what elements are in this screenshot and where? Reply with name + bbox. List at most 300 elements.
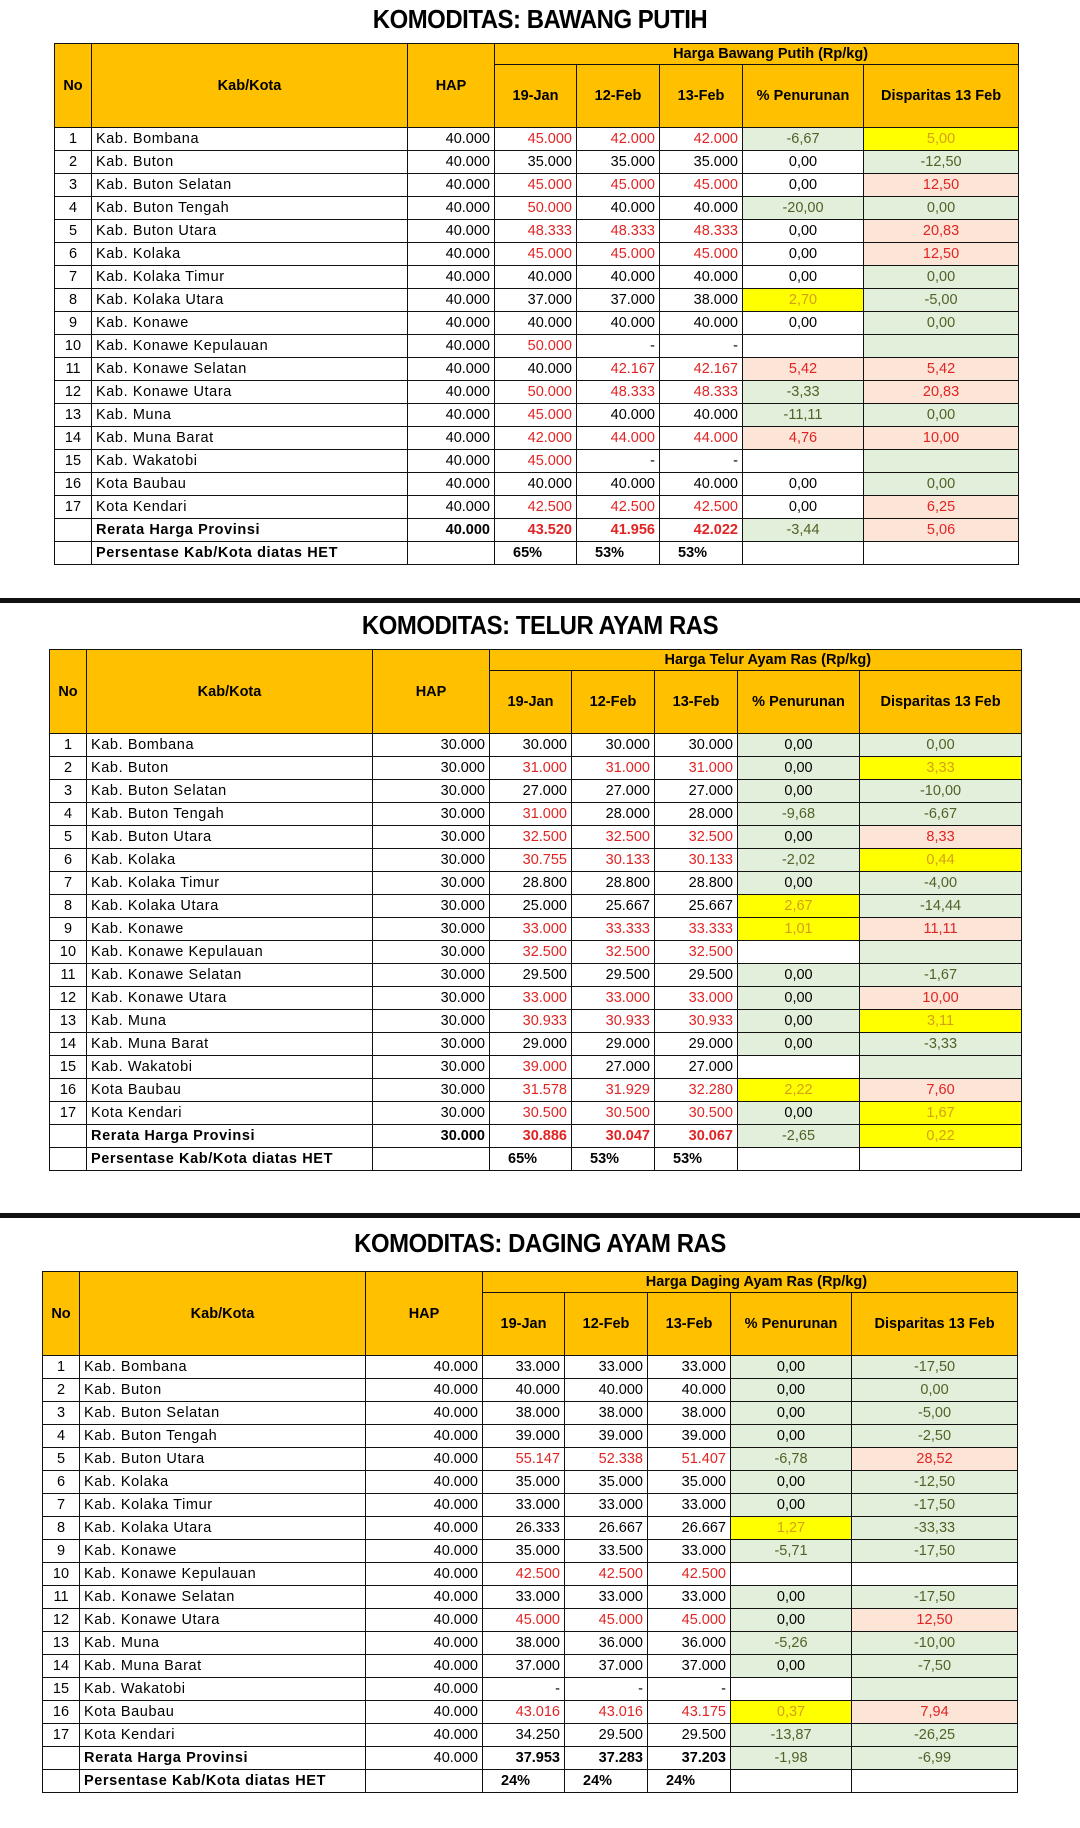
average-hap: 40.000: [366, 1747, 483, 1770]
price-13-feb: 30.000: [655, 734, 738, 757]
price-19-jan: 25.000: [490, 895, 572, 918]
table-row: [43, 1356, 1018, 1379]
price-12-feb: 26.667: [565, 1517, 648, 1540]
table-row: [43, 1563, 1018, 1586]
price-13-feb: 33.000: [648, 1540, 731, 1563]
penurunan-value: 1,27: [731, 1517, 852, 1540]
row-number: 4: [55, 197, 92, 220]
price-19-jan: 45.000: [495, 243, 577, 266]
price-12-feb: 30.933: [572, 1010, 655, 1033]
region-name: Kota Kendari: [80, 1724, 366, 1747]
price-19-jan: 55.147: [483, 1448, 565, 1471]
disparitas-value: -33,33: [852, 1517, 1018, 1540]
price-12-feb: 42.000: [577, 128, 660, 151]
header-hap: HAP: [408, 44, 495, 128]
hap-value: 40.000: [366, 1448, 483, 1471]
disparitas-value: 11,11: [860, 918, 1022, 941]
hap-value: 40.000: [408, 427, 495, 450]
header-kab-kota: Kab/Kota: [80, 1272, 366, 1356]
hap-value: 40.000: [366, 1678, 483, 1701]
disparitas-value: 8,33: [860, 826, 1022, 849]
row-number: 5: [55, 220, 92, 243]
hap-value: 30.000: [373, 964, 490, 987]
table-row: [55, 450, 1019, 473]
region-name: Kab. Buton Utara: [87, 826, 373, 849]
table-row: [50, 872, 1022, 895]
penurunan-value: -2,02: [738, 849, 860, 872]
average-row: [55, 519, 1019, 542]
row-number: 7: [43, 1494, 80, 1517]
price-13-feb: -: [660, 450, 743, 473]
table-row: [55, 197, 1019, 220]
table-row: [50, 895, 1022, 918]
price-12-feb: 29.500: [572, 964, 655, 987]
disparitas-value: [864, 335, 1019, 358]
disparitas-value: 5,00: [864, 128, 1019, 151]
price-12-feb: 29.000: [572, 1033, 655, 1056]
hap-value: 40.000: [408, 197, 495, 220]
table-row: [50, 918, 1022, 941]
penurunan-value: [738, 1056, 860, 1079]
disparitas-value: -10,00: [852, 1632, 1018, 1655]
section-divider: [0, 1213, 1080, 1218]
price-13-feb: 29.000: [655, 1033, 738, 1056]
region-name: Kab. Kolaka Timur: [92, 266, 408, 289]
average-13-feb: 30.067: [655, 1125, 738, 1148]
hap-value: 30.000: [373, 941, 490, 964]
price-19-jan: 35.000: [495, 151, 577, 174]
price-13-feb: 30.133: [655, 849, 738, 872]
price-13-feb: 40.000: [660, 266, 743, 289]
hap-value: 40.000: [366, 1724, 483, 1747]
price-13-feb: 45.000: [648, 1609, 731, 1632]
table-row: [50, 964, 1022, 987]
table-row: [50, 803, 1022, 826]
row-number: 10: [55, 335, 92, 358]
price-13-feb: 31.000: [655, 757, 738, 780]
row-number: 4: [50, 803, 87, 826]
price-12-feb: 33.000: [565, 1494, 648, 1517]
price-12-feb: 33.000: [565, 1356, 648, 1379]
row-number: 17: [50, 1102, 87, 1125]
price-12-feb: 35.000: [577, 151, 660, 174]
region-name: Kab. Wakatobi: [92, 450, 408, 473]
hap-value: 30.000: [373, 803, 490, 826]
header-disparitas: Disparitas 13 Feb: [852, 1293, 1018, 1356]
price-19-jan: 32.500: [490, 826, 572, 849]
region-name: Kab. Wakatobi: [80, 1678, 366, 1701]
row-number: 1: [50, 734, 87, 757]
disparitas-value: 0,00: [864, 266, 1019, 289]
row-number: 6: [43, 1471, 80, 1494]
price-19-jan: 29.000: [490, 1033, 572, 1056]
penurunan-value: -6,67: [743, 128, 864, 151]
table-row: [55, 174, 1019, 197]
table-row: [50, 1079, 1022, 1102]
hap-value: 40.000: [366, 1701, 483, 1724]
hap-value: 30.000: [373, 757, 490, 780]
percentage-label: Persentase Kab/Kota diatas HET: [92, 542, 408, 565]
row-number: 15: [50, 1056, 87, 1079]
price-12-feb: 40.000: [577, 197, 660, 220]
penurunan-value: 0,00: [738, 780, 860, 803]
region-name: Kab. Kolaka Timur: [80, 1494, 366, 1517]
hap-value: 40.000: [408, 404, 495, 427]
region-name: Kab. Muna: [92, 404, 408, 427]
price-19-jan: 35.000: [483, 1471, 565, 1494]
header-price-group: Harga Bawang Putih (Rp/kg): [495, 44, 1019, 65]
penurunan-value: 0,00: [731, 1655, 852, 1678]
row-number: 13: [55, 404, 92, 427]
price-12-feb: 38.000: [565, 1402, 648, 1425]
price-19-jan: 33.000: [483, 1586, 565, 1609]
table-row: [43, 1678, 1018, 1701]
price-12-feb: -: [565, 1678, 648, 1701]
disparitas-value: -3,33: [860, 1033, 1022, 1056]
price-19-jan: 27.000: [490, 780, 572, 803]
hap-value: 40.000: [366, 1517, 483, 1540]
price-12-feb: 42.167: [577, 358, 660, 381]
penurunan-value: -13,87: [731, 1724, 852, 1747]
penurunan-value: -5,71: [731, 1540, 852, 1563]
price-13-feb: 27.000: [655, 780, 738, 803]
penurunan-value: -3,33: [743, 381, 864, 404]
price-19-jan: 37.000: [495, 289, 577, 312]
header-no: No: [55, 44, 92, 128]
region-name: Kab. Konawe Selatan: [80, 1586, 366, 1609]
row-number: 8: [43, 1517, 80, 1540]
price-12-feb: 29.500: [565, 1724, 648, 1747]
header-row: [50, 650, 1022, 671]
penurunan-value: -5,26: [731, 1632, 852, 1655]
region-name: Kota Baubau: [80, 1701, 366, 1724]
price-19-jan: 33.000: [490, 918, 572, 941]
average-disparitas: 0,22: [860, 1125, 1022, 1148]
price-13-feb: 29.500: [655, 964, 738, 987]
region-name: Kab. Konawe Kepulauan: [80, 1563, 366, 1586]
hap-value: 40.000: [408, 381, 495, 404]
row-number: 16: [55, 473, 92, 496]
row-number: 8: [50, 895, 87, 918]
price-19-jan: 50.000: [495, 335, 577, 358]
price-12-feb: 48.333: [577, 220, 660, 243]
price-13-feb: 30.500: [655, 1102, 738, 1125]
price-19-jan: -: [483, 1678, 565, 1701]
price-13-feb: 42.167: [660, 358, 743, 381]
table-row: [50, 734, 1022, 757]
row-number: 13: [43, 1632, 80, 1655]
disparitas-value: -17,50: [852, 1540, 1018, 1563]
disparitas-value: -2,50: [852, 1425, 1018, 1448]
price-12-feb: 37.000: [577, 289, 660, 312]
price-13-feb: 30.933: [655, 1010, 738, 1033]
disparitas-value: 0,00: [864, 197, 1019, 220]
price-19-jan: 33.000: [490, 987, 572, 1010]
hap-value: 30.000: [373, 872, 490, 895]
row-number: 9: [50, 918, 87, 941]
price-12-feb: 40.000: [565, 1379, 648, 1402]
penurunan-value: 0,00: [738, 1010, 860, 1033]
average-19-jan: 30.886: [490, 1125, 572, 1148]
penurunan-value: 0,00: [731, 1356, 852, 1379]
price-13-feb: 29.500: [648, 1724, 731, 1747]
disparitas-value: 12,50: [864, 243, 1019, 266]
penurunan-value: 5,42: [743, 358, 864, 381]
row-number: 11: [43, 1586, 80, 1609]
percentage-13-feb: 53%: [655, 1148, 738, 1171]
price-19-jan: 40.000: [495, 266, 577, 289]
price-13-feb: -: [648, 1678, 731, 1701]
disparitas-value: [852, 1678, 1018, 1701]
penurunan-value: 2,67: [738, 895, 860, 918]
disparitas-value: -5,00: [852, 1402, 1018, 1425]
average-label: Rerata Harga Provinsi: [92, 519, 408, 542]
penurunan-value: -9,68: [738, 803, 860, 826]
penurunan-value: 0,37: [731, 1701, 852, 1724]
hap-value: 30.000: [373, 895, 490, 918]
header-penurunan: % Penurunan: [743, 65, 864, 128]
region-name: Kab. Kolaka Utara: [80, 1517, 366, 1540]
row-number: 17: [55, 496, 92, 519]
region-name: Kab. Buton: [92, 151, 408, 174]
disparitas-value: [864, 450, 1019, 473]
disparitas-value: -4,00: [860, 872, 1022, 895]
average-penurunan: -1,98: [731, 1747, 852, 1770]
price-13-feb: 33.000: [655, 987, 738, 1010]
disparitas-value: -17,50: [852, 1494, 1018, 1517]
penurunan-value: 1,01: [738, 918, 860, 941]
penurunan-value: [738, 941, 860, 964]
region-name: Kab. Muna Barat: [80, 1655, 366, 1678]
region-name: Kab. Konawe: [87, 918, 373, 941]
disparitas-value: 6,25: [864, 496, 1019, 519]
price-13-feb: 27.000: [655, 1056, 738, 1079]
region-name: Kab. Konawe Selatan: [87, 964, 373, 987]
price-19-jan: 38.000: [483, 1402, 565, 1425]
region-name: Kota Kendari: [92, 496, 408, 519]
region-name: Kab. Konawe: [92, 312, 408, 335]
average-row: [50, 1125, 1022, 1148]
row-number: 2: [50, 757, 87, 780]
percentage-label: Persentase Kab/Kota diatas HET: [80, 1770, 366, 1793]
table-row: [55, 404, 1019, 427]
penurunan-value: 0,00: [738, 987, 860, 1010]
region-name: Kab. Wakatobi: [87, 1056, 373, 1079]
region-name: Kab. Bombana: [92, 128, 408, 151]
header-row: [55, 44, 1019, 65]
row-number: 17: [43, 1724, 80, 1747]
region-name: Kab. Muna Barat: [87, 1033, 373, 1056]
header-row: [43, 1272, 1018, 1293]
price-19-jan: 33.000: [483, 1494, 565, 1517]
hap-value: 30.000: [373, 826, 490, 849]
table-row: [43, 1402, 1018, 1425]
hap-value: 40.000: [408, 335, 495, 358]
average-12-feb: 41.956: [577, 519, 660, 542]
header-12-feb: 12-Feb: [565, 1293, 648, 1356]
penurunan-value: 0,00: [743, 151, 864, 174]
price-12-feb: 31.000: [572, 757, 655, 780]
price-12-feb: 40.000: [577, 312, 660, 335]
penurunan-value: 0,00: [743, 220, 864, 243]
region-name: Kab. Kolaka Utara: [87, 895, 373, 918]
header-19-jan: 19-Jan: [490, 671, 572, 734]
region-name: Kab. Konawe: [80, 1540, 366, 1563]
region-name: Kab. Buton Selatan: [92, 174, 408, 197]
price-19-jan: 42.000: [495, 427, 577, 450]
row-number: 3: [55, 174, 92, 197]
header-no: No: [43, 1272, 80, 1356]
region-name: Kab. Kolaka Utara: [92, 289, 408, 312]
price-12-feb: 36.000: [565, 1632, 648, 1655]
table-title-bawang-putih: KOMODITAS: BAWANG PUTIH: [372, 4, 708, 34]
average-hap: 40.000: [408, 519, 495, 542]
table-row: [43, 1379, 1018, 1402]
price-19-jan: 45.000: [495, 404, 577, 427]
region-name: Kota Kendari: [87, 1102, 373, 1125]
hap-value: 40.000: [366, 1655, 483, 1678]
penurunan-value: 0,00: [738, 872, 860, 895]
disparitas-value: -6,67: [860, 803, 1022, 826]
price-12-feb: 39.000: [565, 1425, 648, 1448]
price-13-feb: 33.000: [648, 1494, 731, 1517]
average-label: Rerata Harga Provinsi: [87, 1125, 373, 1148]
average-19-jan: 37.953: [483, 1747, 565, 1770]
header-kab-kota: Kab/Kota: [87, 650, 373, 734]
price-13-feb: 39.000: [648, 1425, 731, 1448]
disparitas-value: -17,50: [852, 1356, 1018, 1379]
table-row: [43, 1609, 1018, 1632]
region-name: Kab. Muna: [80, 1632, 366, 1655]
price-12-feb: 33.000: [572, 987, 655, 1010]
price-19-jan: 50.000: [495, 197, 577, 220]
table-row: [43, 1701, 1018, 1724]
price-13-feb: 40.000: [660, 404, 743, 427]
penurunan-value: -20,00: [743, 197, 864, 220]
row-number: 13: [50, 1010, 87, 1033]
price-12-feb: 44.000: [577, 427, 660, 450]
region-name: Kab. Kolaka: [80, 1471, 366, 1494]
hap-value: 30.000: [373, 1056, 490, 1079]
penurunan-value: 0,00: [738, 1033, 860, 1056]
penurunan-value: 0,00: [731, 1494, 852, 1517]
header-12-feb: 12-Feb: [572, 671, 655, 734]
header-penurunan: % Penurunan: [731, 1293, 852, 1356]
disparitas-value: 3,11: [860, 1010, 1022, 1033]
header-13-feb: 13-Feb: [648, 1293, 731, 1356]
hap-value: 40.000: [408, 174, 495, 197]
penurunan-value: 2,70: [743, 289, 864, 312]
disparitas-value: -7,50: [852, 1655, 1018, 1678]
price-19-jan: 45.000: [495, 174, 577, 197]
hap-value: 40.000: [366, 1563, 483, 1586]
price-19-jan: 38.000: [483, 1632, 565, 1655]
row-number: 6: [55, 243, 92, 266]
penurunan-value: 0,00: [743, 243, 864, 266]
price-13-feb: 40.000: [660, 473, 743, 496]
table-row: [50, 826, 1022, 849]
region-name: Kota Baubau: [92, 473, 408, 496]
hap-value: 30.000: [373, 1079, 490, 1102]
table-row: [55, 473, 1019, 496]
price-12-feb: 42.500: [565, 1563, 648, 1586]
price-19-jan: 31.000: [490, 803, 572, 826]
region-name: Kota Baubau: [87, 1079, 373, 1102]
region-name: Kab. Kolaka: [92, 243, 408, 266]
disparitas-value: -10,00: [860, 780, 1022, 803]
table-row: [50, 987, 1022, 1010]
disparitas-value: [852, 1563, 1018, 1586]
disparitas-value: 10,00: [864, 427, 1019, 450]
table-row: [55, 151, 1019, 174]
disparitas-value: 0,00: [852, 1379, 1018, 1402]
table-row: [55, 496, 1019, 519]
disparitas-value: 28,52: [852, 1448, 1018, 1471]
price-19-jan: 30.500: [490, 1102, 572, 1125]
table-row: [50, 1010, 1022, 1033]
price-13-feb: 32.280: [655, 1079, 738, 1102]
row-number: 9: [55, 312, 92, 335]
table-row: [43, 1448, 1018, 1471]
price-13-feb: 36.000: [648, 1632, 731, 1655]
price-12-feb: 27.000: [572, 780, 655, 803]
price-13-feb: 45.000: [660, 174, 743, 197]
hap-value: 40.000: [366, 1632, 483, 1655]
price-19-jan: 28.800: [490, 872, 572, 895]
price-19-jan: 30.000: [490, 734, 572, 757]
table-row: [50, 780, 1022, 803]
table-row: [55, 128, 1019, 151]
price-13-feb: 25.667: [655, 895, 738, 918]
header-no: No: [50, 650, 87, 734]
hap-value: 40.000: [366, 1494, 483, 1517]
price-13-feb: 28.800: [655, 872, 738, 895]
penurunan-value: 0,00: [738, 1102, 860, 1125]
price-12-feb: 37.000: [565, 1655, 648, 1678]
price-19-jan: 42.500: [483, 1563, 565, 1586]
row-number: 9: [43, 1540, 80, 1563]
table-row: [55, 220, 1019, 243]
hap-value: 40.000: [366, 1379, 483, 1402]
disparitas-value: 1,67: [860, 1102, 1022, 1125]
price-19-jan: 45.000: [495, 128, 577, 151]
row-number: 1: [43, 1356, 80, 1379]
price-12-feb: 40.000: [577, 266, 660, 289]
row-number: 5: [50, 826, 87, 849]
region-name: Kab. Bombana: [87, 734, 373, 757]
price-19-jan: 40.000: [495, 358, 577, 381]
hap-value: 40.000: [366, 1425, 483, 1448]
hap-value: 40.000: [408, 358, 495, 381]
region-name: Kab. Buton Selatan: [87, 780, 373, 803]
header-penurunan: % Penurunan: [738, 671, 860, 734]
region-name: Kab. Buton: [87, 757, 373, 780]
row-number: 3: [43, 1402, 80, 1425]
disparitas-value: -17,50: [852, 1586, 1018, 1609]
price-13-feb: 45.000: [660, 243, 743, 266]
price-12-feb: 45.000: [577, 174, 660, 197]
price-19-jan: 40.000: [483, 1379, 565, 1402]
average-penurunan: -2,65: [738, 1125, 860, 1148]
price-13-feb: 38.000: [660, 289, 743, 312]
region-name: Kab. Muna Barat: [92, 427, 408, 450]
penurunan-value: 0,00: [743, 312, 864, 335]
disparitas-value: 0,00: [860, 734, 1022, 757]
price-12-feb: 48.333: [577, 381, 660, 404]
price-19-jan: 35.000: [483, 1540, 565, 1563]
header-hap: HAP: [373, 650, 490, 734]
price-12-feb: 30.000: [572, 734, 655, 757]
